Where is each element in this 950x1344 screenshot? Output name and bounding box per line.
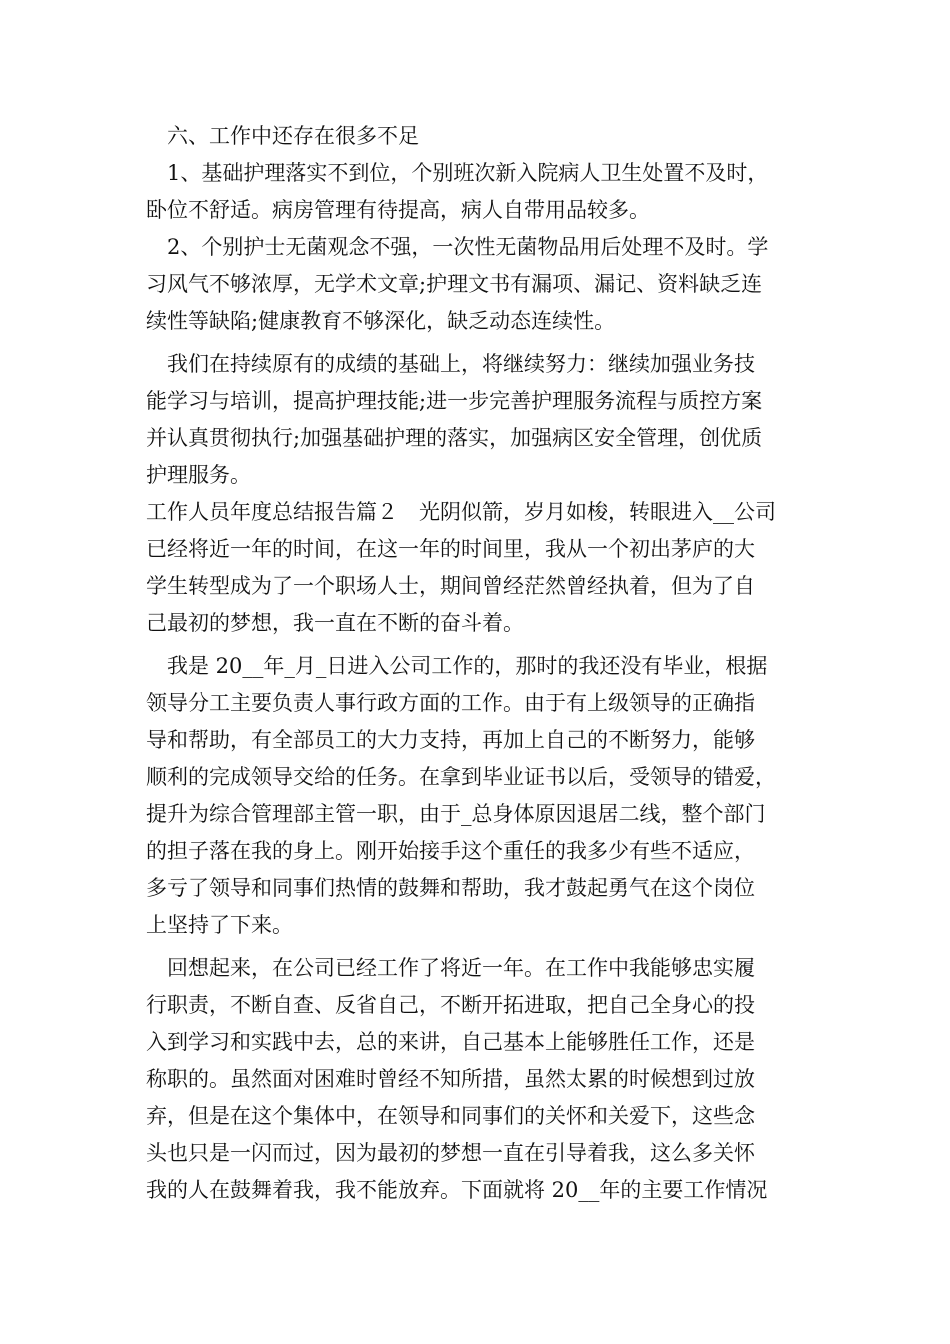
text-line: 已经将近一年的时间，在这一年的时间里，我从一个初出茅庐的大 [146, 537, 755, 561]
text-line: 入到学习和实践中去，总的来讲，自己基本上能够胜任工作，还是 [146, 1030, 755, 1054]
text-line: 多亏了领导和同事们热情的鼓舞和帮助，我才鼓起勇气在这个岗位 [146, 876, 755, 900]
text-line: 我的人在鼓舞着我，我不能放弃。下面就将 20__年的主要工作情况 [146, 1178, 768, 1202]
text-line: 领导分工主要负责人事行政方面的工作。由于有上级领导的正确指 [146, 691, 755, 715]
section-heading: 六、工作中还存在很多不足 [146, 124, 419, 148]
text-line: 我是 20__年_月_日进入公司工作的，那时的我还没有毕业，根据 [146, 654, 768, 678]
text-line: 己最初的梦想，我一直在不断的奋斗着。 [146, 611, 524, 635]
text-line: 1、基础护理落实不到位，个别班次新入院病人卫生处置不及时， [146, 161, 769, 185]
text-line: 续性等缺陷;健康教育不够深化，缺乏动态连续性。 [146, 309, 616, 333]
text-line: 弃，但是在这个集体中，在领导和同事们的关怀和关爱下，这些念 [146, 1104, 755, 1128]
text-line: 并认真贯彻执行;加强基础护理的落实，加强病区安全管理，创优质 [146, 426, 763, 450]
text-line: 我们在持续原有的成绩的基础上，将继续努力：继续加强业务技 [146, 352, 755, 376]
text-line: 能学习与培训，提高护理技能;进一步完善护理服务流程与质控方案 [146, 389, 763, 413]
text-line: 习风气不够浓厚，无学术文章;护理文书有漏项、漏记、资料缺乏连 [146, 272, 763, 296]
text-line: 称职的。虽然面对困难时曾经不知所措，虽然太累的时候想到过放 [146, 1067, 755, 1091]
text-line: 导和帮助，有全部员工的大力支持，再加上自己的不断努力，能够 [146, 728, 755, 752]
text-line: 行职责，不断自查、反省自己，不断开拓进取，把自己全身心的投 [146, 993, 755, 1017]
text-line: 上坚持了下来。 [146, 913, 293, 937]
text-line: 的担子落在我的身上。刚开始接手这个重任的我多少有些不适应， [146, 839, 755, 863]
text-line: 学生转型成为了一个职场人士，期间曾经茫然曾经执着，但为了自 [146, 574, 755, 598]
text-line: 卧位不舒适。病房管理有待提高，病人自带用品较多。 [146, 198, 650, 222]
text-line: 提升为综合管理部主管一职，由于_总身体原因退居二线，整个部门 [146, 802, 766, 826]
article-title-line: 工作人员年度总结报告篇２ 光阴似箭，岁月如梭，转眼进入__公司 [146, 500, 776, 524]
text-line: 护理服务。 [146, 463, 251, 487]
text-line: 2、个别护士无菌观念不强，一次性无菌物品用后处理不及时。学 [146, 235, 769, 259]
document-page [146, 118, 814, 1209]
text-line: 顺利的完成领导交给的任务。在拿到毕业证书以后，受领导的错爱， [146, 765, 776, 789]
text-line: 头也只是一闪而过，因为最初的梦想一直在引导着我，这么多关怀 [146, 1141, 755, 1165]
text-line: 回想起来，在公司已经工作了将近一年。在工作中我能够忠实履 [146, 956, 755, 980]
